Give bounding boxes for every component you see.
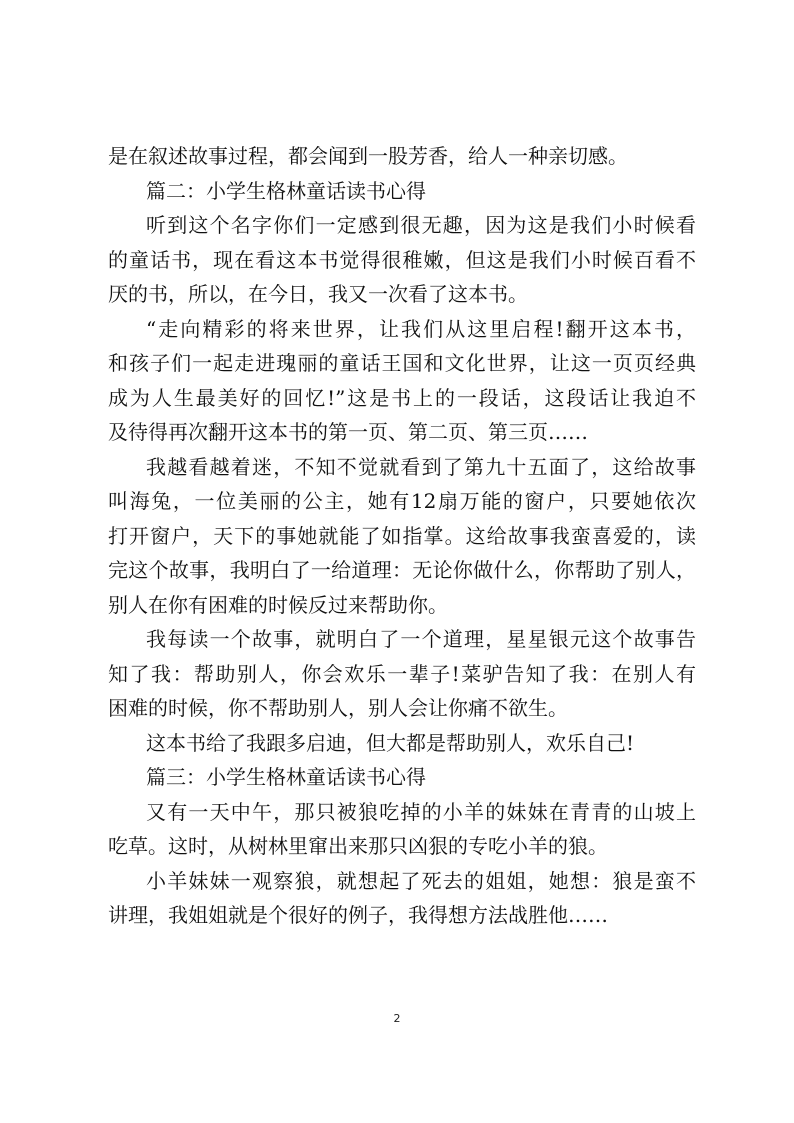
text-line: 吃草。这时，从树林里窜出来那只凶狠的专吃小羊的狼。 <box>108 834 608 858</box>
text-line: 打开窗户，天下的事她就能了如指掌。这给故事我蛮喜爱的，读 <box>108 523 696 548</box>
text-line: 成为人生最美好的回忆!”这是书上的一段话，这段话让我迫不 <box>108 385 696 410</box>
text-line: 又有一天中午，那只被狼吃掉的小羊的妹妹在青青的山坡上 <box>146 799 696 824</box>
text-line: 听到这个名字你们一定感到很无趣，因为这是我们小时候看 <box>146 213 696 237</box>
section-heading-2: 篇二：小学生格林童话读书心得 <box>146 178 426 203</box>
text-line: 及待得再次翻开这本书的第一页、第二页、第三页…… <box>108 420 588 444</box>
document-body <box>108 139 696 933</box>
text-line: 叫海兔，一位美丽的公主，她有12扇万能的窗户，只要她依次 <box>108 489 696 513</box>
section-heading-3: 篇三：小学生格林童话读书心得 <box>146 765 426 789</box>
text-line: “走向精彩的将来世界，让我们从这里启程!翻开这本书， <box>146 316 696 341</box>
text-line: 和孩子们一起走进瑰丽的童话王国和文化世界，让这一页页经典 <box>108 351 696 375</box>
page-number: 2 <box>393 1012 401 1025</box>
text-line: 完这个故事，我明白了一给道理：无论你做什么，你帮助了别人， <box>108 558 696 582</box>
text-line: 知了我：帮助别人，你会欢乐一辈子!菜驴告知了我：在别人有 <box>108 661 696 686</box>
text-line: 这本书给了我跟多启迪，但大都是帮助别人，欢乐自己! <box>146 730 635 755</box>
text-line: 小羊妹妹一观察狼，就想起了死去的姐姐，她想：狼是蛮不 <box>146 868 696 893</box>
text-line: 厌的书，所以，在今日，我又一次看了这本书。 <box>108 282 528 306</box>
text-line: 我越看越着迷，不知不觉就看到了第九十五面了，这给故事 <box>146 454 696 479</box>
text-line: 困难的时候，你不帮助别人，别人会让你痛不欲生。 <box>108 696 568 720</box>
text-line: 讲理，我姐姐就是个很好的例子，我得想方法战胜他…… <box>108 903 608 927</box>
text-line: 别人在你有困难的时候反过来帮助你。 <box>108 592 448 617</box>
text-line: 是在叙述故事过程，都会闻到一股芳香，给人一种亲切感。 <box>108 144 628 168</box>
text-line: 我每读一个故事，就明白了一个道理，星星银元这个故事告 <box>146 627 696 651</box>
text-line: 的童话书，现在看这本书觉得很稚嫩，但这是我们小时候百看不 <box>108 247 696 272</box>
